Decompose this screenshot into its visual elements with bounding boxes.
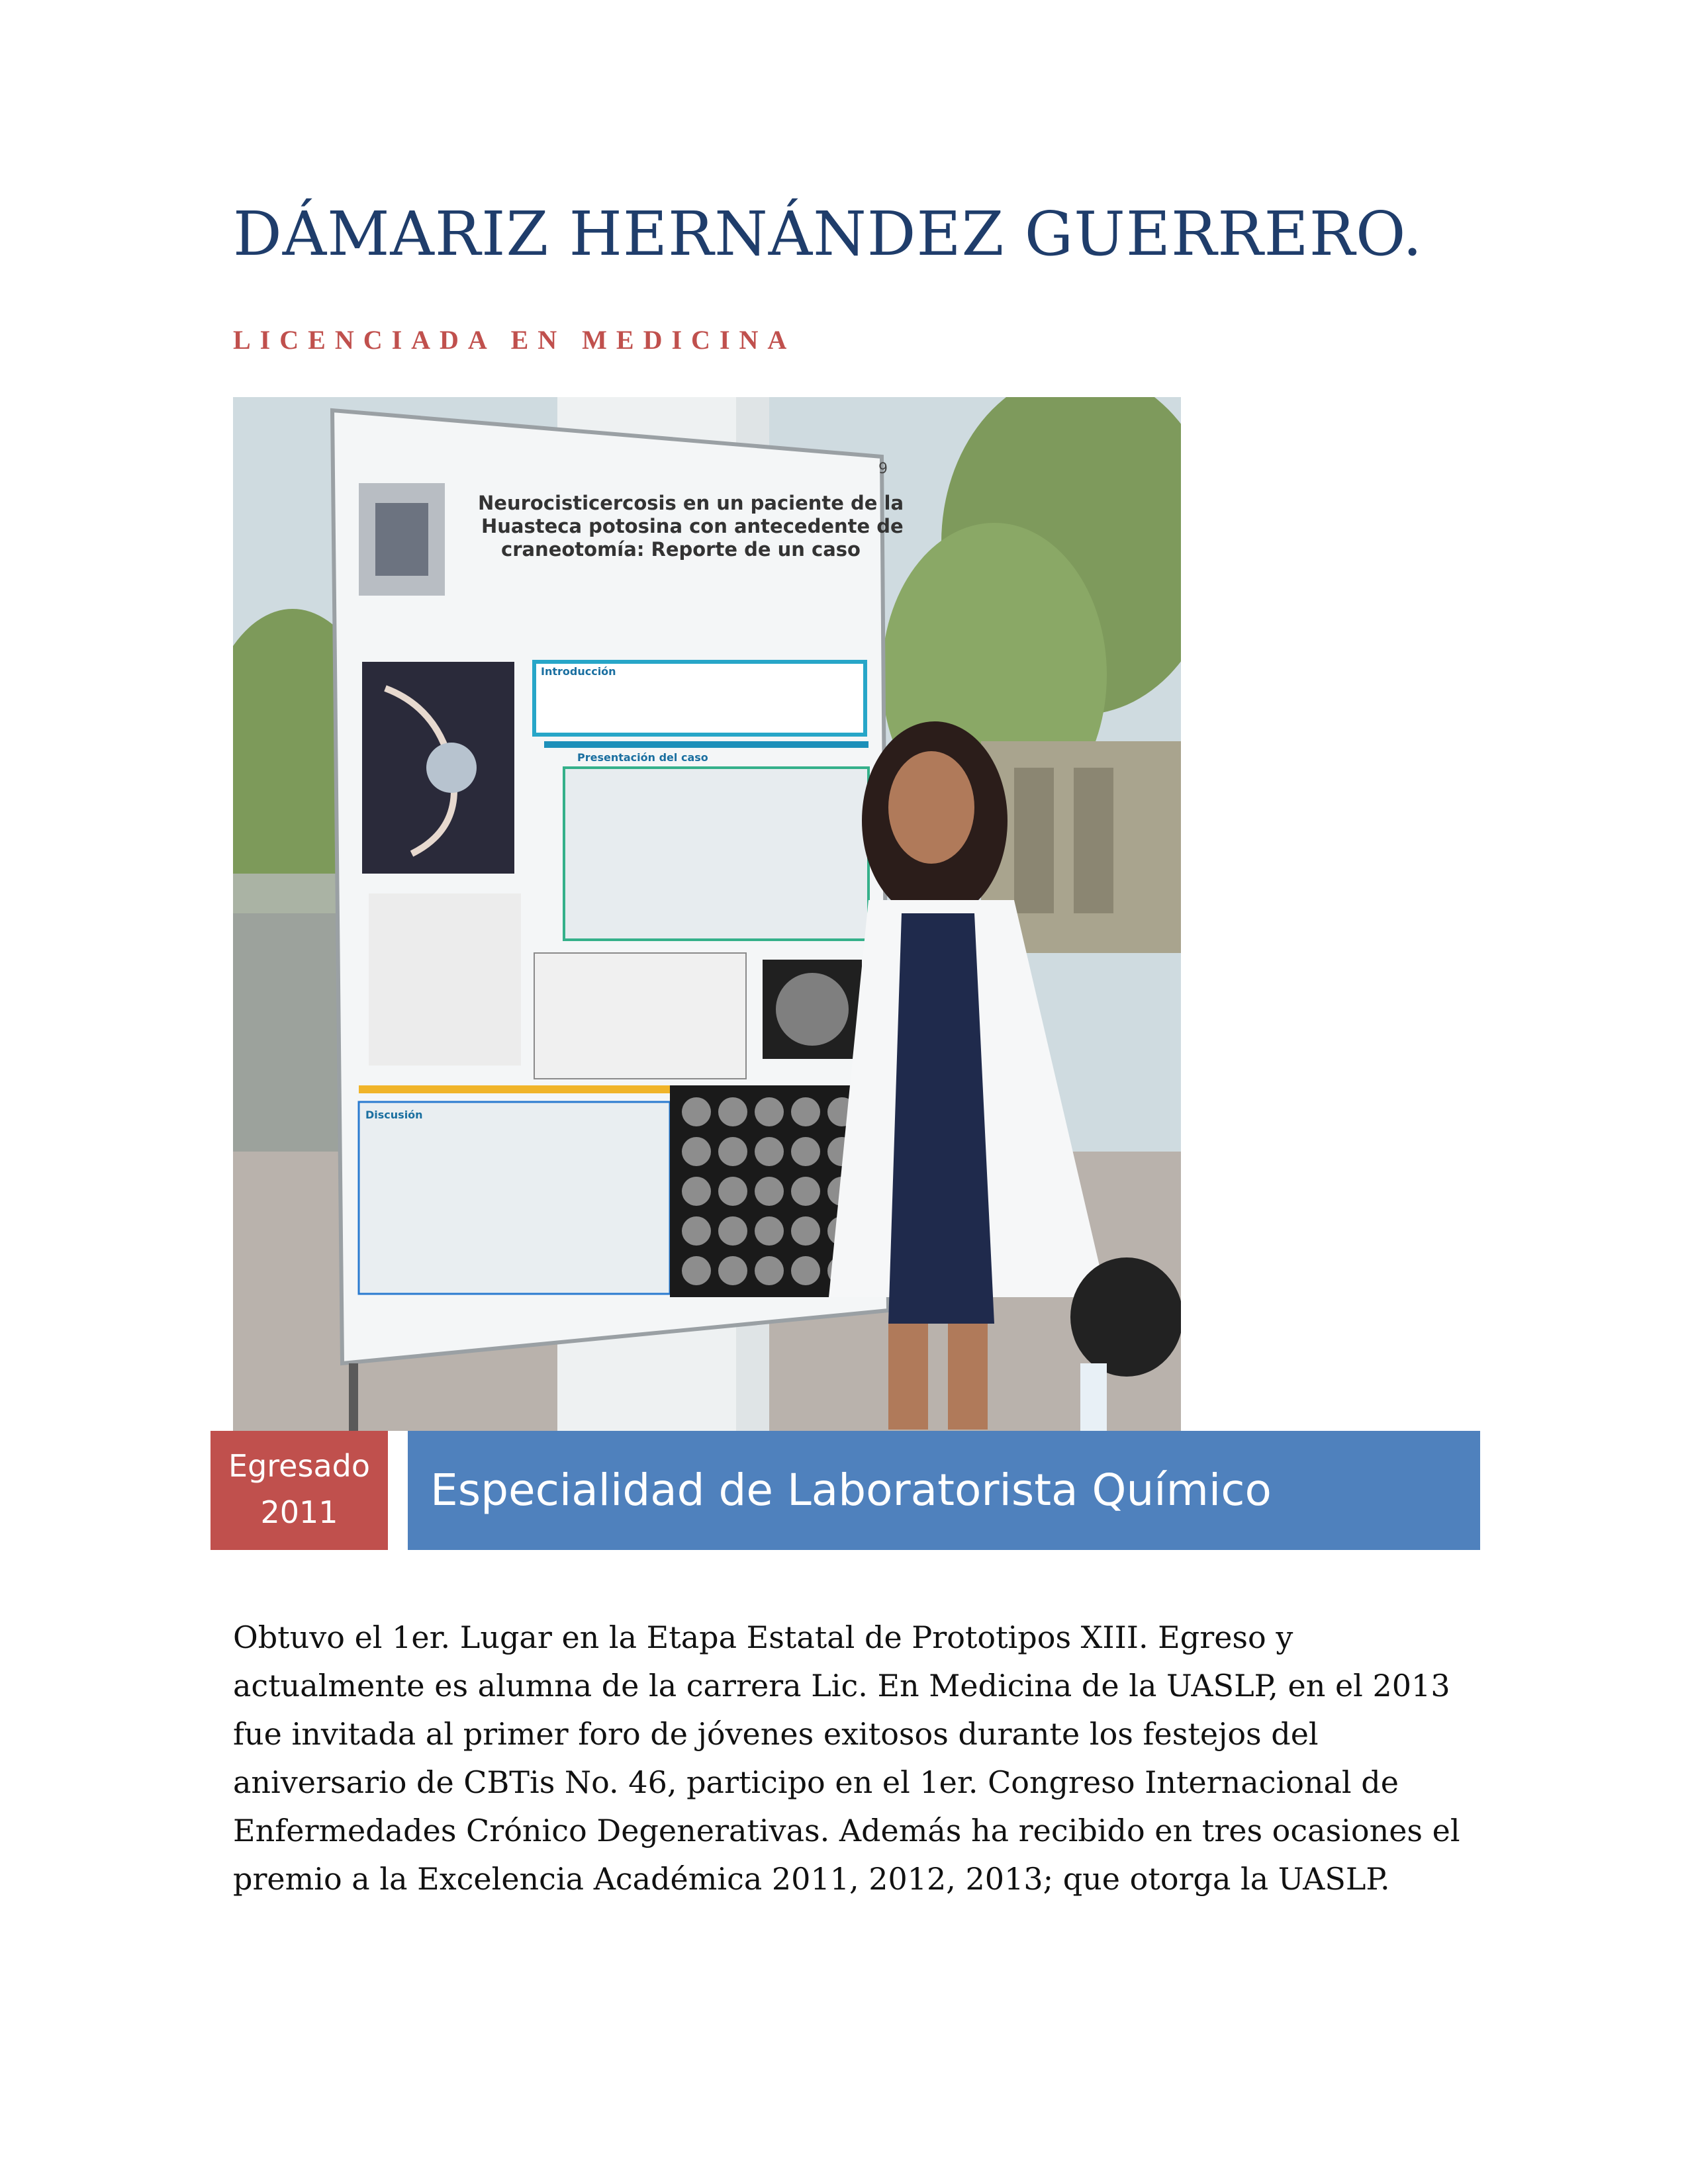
biography-line: premio a la Excelencia Académica 2011, 2012, 2013; que otorga la UASLP. [233, 1861, 1390, 1897]
poster-section-case: Presentación del caso [577, 751, 708, 764]
poster-section-discussion: Discusión [365, 1109, 423, 1121]
biography-line: Enfermedades Crónico Degenerativas. Además ha recibido en tres ocasiones el [233, 1813, 1460, 1848]
poster-title-line-2: Huasteca potosina con antecedente de [481, 515, 904, 537]
poster-scene-illustration [233, 397, 1181, 1431]
graduation-badge [211, 1431, 388, 1550]
poster-title-line-1: Neurocisticercosis en un paciente de la [478, 492, 904, 514]
biography-line: fue invitada al primer foro de jóvenes exitosos durante los festejos del [233, 1716, 1319, 1752]
poster-section-intro: Introducción [541, 665, 616, 678]
graduation-year: 2011 [260, 1494, 338, 1530]
biography-line: actualmente es alumna de la carrera Lic. En Medicina de la UASLP, en el 2013 [233, 1668, 1450, 1704]
specialty-banner: Especialidad de Laboratorista Químico [408, 1431, 1480, 1550]
poster-title-line-3: craneotomía: Reporte de un caso [501, 538, 861, 561]
biography-line: aniversario de CBTis No. 46, participo en el 1er. Congreso Internacional de [233, 1764, 1399, 1800]
conference-photo [233, 397, 1181, 1431]
poster-number: 9 [878, 461, 888, 477]
person-name: DÁMARIZ HERNÁNDEZ GUERRERO. [233, 199, 1423, 269]
biography-line: Obtuvo el 1er. Lugar en la Etapa Estatal de Prototipos XIII. Egreso y [233, 1619, 1293, 1655]
biography-text [233, 1614, 1464, 1903]
person-role: LICENCIADA EN MEDICINA [233, 325, 796, 355]
graduation-label: Egresado [228, 1448, 370, 1484]
